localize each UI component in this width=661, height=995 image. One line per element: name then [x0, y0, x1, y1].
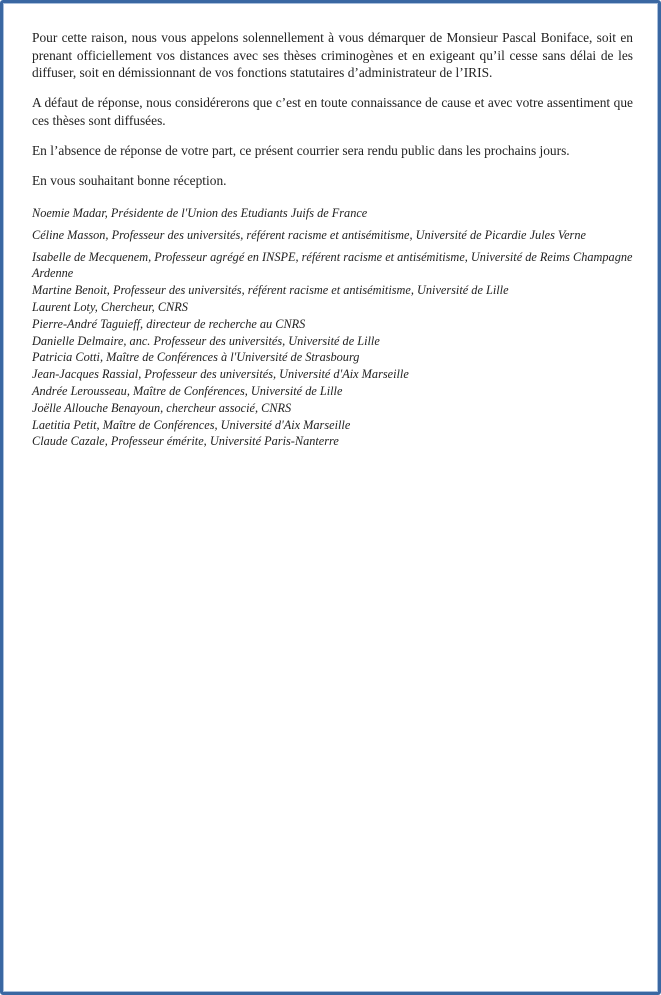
signatories-list — [32, 205, 633, 450]
paragraph-default-response: A défaut de réponse, nous considérerons que c’est en toute connaissance de cause et avec votre assentiment que ces thèses sont diffusées. — [32, 95, 633, 128]
signatory: Danielle Delmaire, anc. Professeur des universités, Université de Lille — [32, 333, 380, 348]
signatory: Andrée Lerousseau, Maître de Conférences, Université de Lille — [32, 383, 343, 398]
signatory: Martine Benoit, Professeur des universités, référent racisme et antisémitisme, Université de Lille — [32, 283, 509, 298]
signatory: Laetitia Petit, Maître de Conférences, Université d'Aix Marseille — [32, 417, 351, 432]
paragraph-demand: Pour cette raison, nous vous appelons solennellement à vous démarquer de Monsieur Pascal Boniface, soit en prenant officiellement vos distances avec ses thèses criminogènes et en exigeant qu’il cesse sans délai de les diffuser, soit en démissionnant de vos fonctions statutaires d’administrateur de l’IRIS. — [32, 30, 633, 80]
letter-body — [32, 29, 633, 450]
signatory: Isabelle de Mecquenem, Professeur agrégé en INSPE, référent racisme et antisémitisme, Université de Reims Champagne Ardenne — [32, 249, 633, 281]
signatory: Jean-Jacques Rassial, Professeur des universités, Université d'Aix Marseille — [32, 367, 409, 382]
paragraph-publication: En l’absence de réponse de votre part, ce présent courrier sera rendu public dans les prochains jours. — [32, 142, 570, 158]
signatory: Claude Cazale, Professeur émérite, Université Paris-Nanterre — [32, 434, 339, 449]
signatory: Patricia Cotti, Maître de Conférences à l'Université de Strasbourg — [32, 350, 360, 365]
paragraph-closing: En vous souhaitant bonne réception. — [32, 172, 227, 188]
signatory: Céline Masson, Professeur des universités, référent racisme et antisémitisme, Université de Picardie Jules Verne — [32, 227, 586, 242]
signatory: Noemie Madar, Présidente de l'Union des Etudiants Juifs de France — [32, 206, 368, 220]
signatory: Laurent Loty, Chercheur, CNRS — [32, 299, 188, 314]
signatory: Pierre-André Taguieff, directeur de recherche au CNRS — [32, 316, 306, 331]
signatory: Joëlle Allouche Benayoun, chercheur associé, CNRS — [32, 400, 292, 415]
